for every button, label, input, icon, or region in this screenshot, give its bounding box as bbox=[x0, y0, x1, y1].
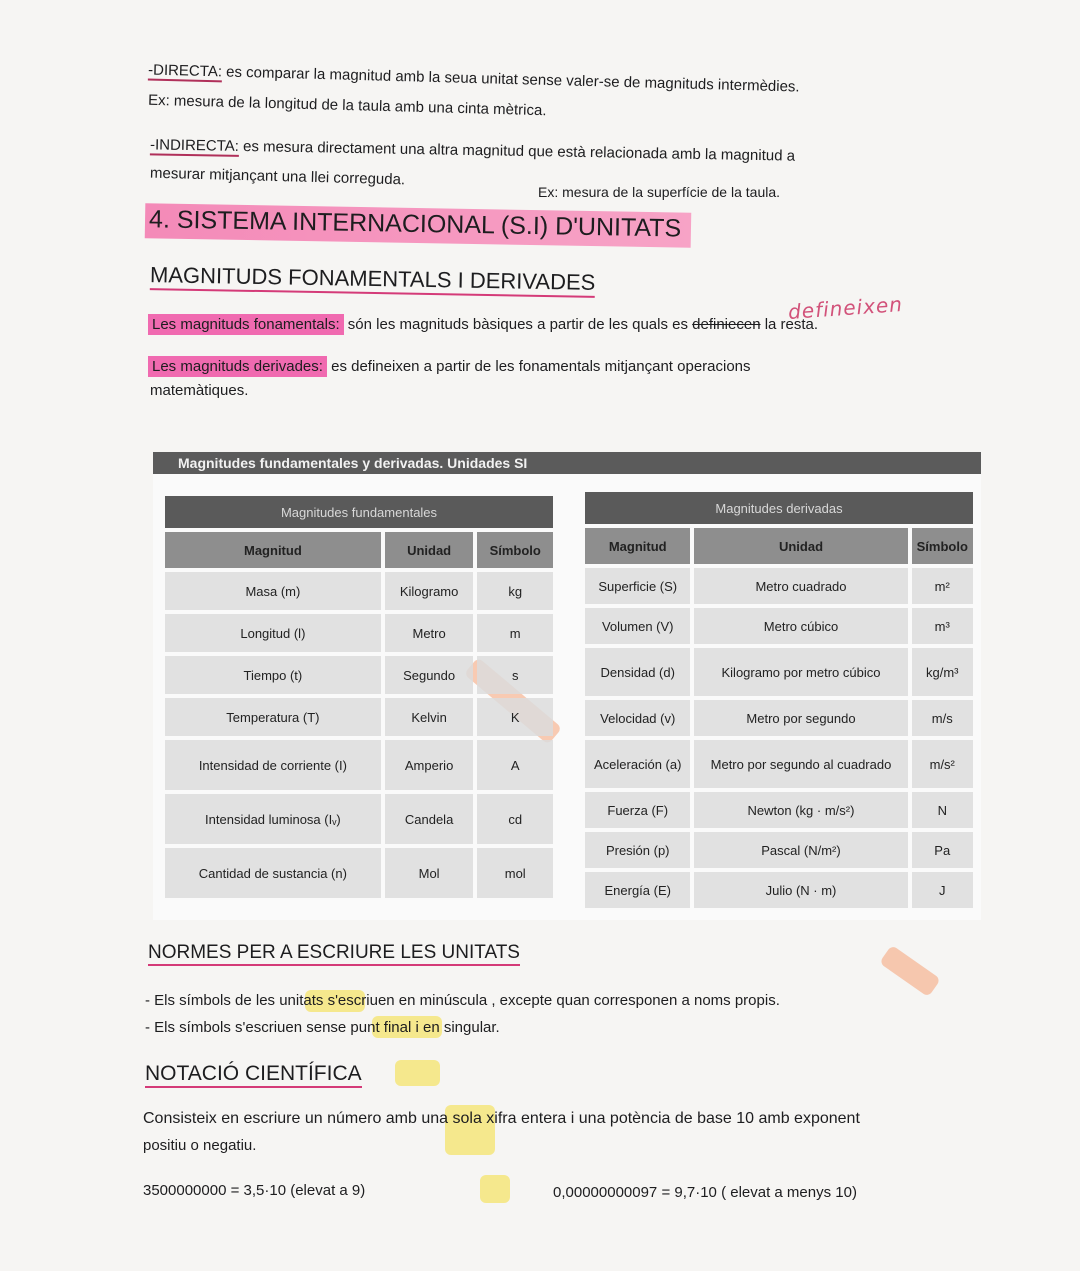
cell-unidad: Segundo bbox=[385, 656, 474, 694]
fonamentals-label: Les magnituds fonamentals: bbox=[148, 314, 344, 335]
cell-simbolo: Pa bbox=[912, 832, 973, 868]
section-4-heading: 4. SISTEMA INTERNACIONAL (S.I) D'UNITATS bbox=[145, 203, 692, 248]
derivades-text2: matemàtiques. bbox=[150, 382, 249, 399]
cell-unidad: Julio (N · m) bbox=[694, 872, 907, 908]
struck-word: definiecen bbox=[692, 316, 761, 333]
example-1: 3500000000 = 3,5·10 (elevat a 9) bbox=[143, 1182, 366, 1199]
table-row bbox=[585, 648, 973, 696]
col-magnitud: Magnitud bbox=[585, 528, 690, 564]
fonamentals-end: la resta. bbox=[760, 316, 819, 333]
handwritten-correction: defineixen bbox=[787, 292, 904, 324]
normes-heading: NORMES PER A ESCRIURE LES UNITATS bbox=[148, 942, 520, 966]
cell-simbolo: kg/m³ bbox=[912, 648, 973, 696]
table-row bbox=[165, 740, 553, 790]
cell-unidad: Metro por segundo al cuadrado bbox=[694, 740, 907, 788]
cell-magnitud: Aceleración (a) bbox=[585, 740, 690, 788]
derived-heading: Magnitudes derivadas bbox=[585, 492, 973, 524]
col-magnitud: Magnitud bbox=[165, 532, 381, 568]
fonamentals-text: són les magnituds bàsiques a partir de les quals es bbox=[343, 316, 693, 333]
derived-table bbox=[581, 488, 977, 912]
directa-example: Ex: mesura de la longitud de la taula amb una cinta mètrica. bbox=[147, 91, 547, 120]
cell-magnitud: Volumen (V) bbox=[585, 608, 690, 644]
cell-unidad: Metro por segundo bbox=[694, 700, 907, 736]
cell-magnitud: Fuerza (F) bbox=[585, 792, 690, 828]
table-row bbox=[165, 794, 553, 844]
cell-simbolo: cd bbox=[477, 794, 553, 844]
cell-unidad: Mol bbox=[385, 848, 474, 898]
cell-simbolo: N bbox=[912, 792, 973, 828]
indirecta-line bbox=[150, 136, 795, 164]
cell-magnitud: Intensidad luminosa (Iᵥ) bbox=[165, 794, 381, 844]
col-unidad: Unidad bbox=[694, 528, 907, 564]
table-row bbox=[585, 568, 973, 604]
cell-magnitud: Temperatura (T) bbox=[165, 698, 381, 736]
cell-unidad: Pascal (N/m²) bbox=[694, 832, 907, 868]
highlighter-mark bbox=[480, 1175, 510, 1203]
cell-simbolo: mol bbox=[477, 848, 553, 898]
col-unidad: Unidad bbox=[385, 532, 474, 568]
derivades-text: es defineixen a partir de les fonamentals mitjançant operacions bbox=[326, 358, 751, 375]
table-row bbox=[165, 698, 553, 736]
notacio-heading: NOTACIÓ CIENTÍFICA bbox=[145, 1062, 362, 1088]
cell-magnitud: Tiempo (t) bbox=[165, 656, 381, 694]
table-row bbox=[165, 848, 553, 898]
cell-magnitud: Densidad (d) bbox=[585, 648, 690, 696]
cell-unidad: Newton (kg · m/s²) bbox=[694, 792, 907, 828]
fundamental-heading: Magnitudes fundamentales bbox=[165, 496, 553, 528]
cell-simbolo: J bbox=[912, 872, 973, 908]
table-row bbox=[585, 832, 973, 868]
directa-label: -DIRECTA: bbox=[147, 61, 223, 81]
directa-line bbox=[148, 61, 800, 95]
cell-magnitud: Velocidad (v) bbox=[585, 700, 690, 736]
normes-item: - Els símbols s'escriuen sense punt final i en singular. bbox=[145, 1019, 500, 1036]
cell-simbolo: K bbox=[477, 698, 553, 736]
cell-unidad: Candela bbox=[385, 794, 474, 844]
cell-unidad: Metro cuadrado bbox=[694, 568, 907, 604]
cell-simbolo: m/s bbox=[912, 700, 973, 736]
cell-magnitud: Superficie (S) bbox=[585, 568, 690, 604]
cell-magnitud: Presión (p) bbox=[585, 832, 690, 868]
cell-unidad: Kilogramo por metro cúbico bbox=[694, 648, 907, 696]
cell-simbolo: A bbox=[477, 740, 553, 790]
cell-unidad: Metro bbox=[385, 614, 474, 652]
indirecta-example: Ex: mesura de la superfície de la taula. bbox=[538, 184, 781, 200]
col-simbolo: Símbolo bbox=[477, 532, 553, 568]
cell-unidad: Amperio bbox=[385, 740, 474, 790]
indirecta-label: -INDIRECTA: bbox=[149, 136, 240, 155]
table-row bbox=[585, 872, 973, 908]
indirecta-text2: mesurar mitjançant una llei correguda. bbox=[149, 164, 406, 189]
fonamentals-line bbox=[148, 316, 818, 333]
table-row bbox=[585, 740, 973, 788]
example-2: 0,00000000097 = 9,7·10 ( elevat a menys 10) bbox=[553, 1184, 857, 1201]
cell-simbolo: m bbox=[477, 614, 553, 652]
table-row bbox=[165, 572, 553, 610]
table-row bbox=[585, 700, 973, 736]
cell-magnitud: Intensidad de corriente (I) bbox=[165, 740, 381, 790]
table-row bbox=[165, 656, 553, 694]
cell-magnitud: Energía (E) bbox=[585, 872, 690, 908]
si-units-table bbox=[153, 452, 981, 920]
table-row bbox=[585, 608, 973, 644]
cell-simbolo: m³ bbox=[912, 608, 973, 644]
subheading-magnituds: MAGNITUDS FONAMENTALS I DERIVADES bbox=[150, 262, 596, 298]
cell-simbolo: kg bbox=[477, 572, 553, 610]
cell-unidad: Kelvin bbox=[385, 698, 474, 736]
directa-text: es comparar la magnitud amb la seua unitat sense valer-se de magnituds intermèdies. bbox=[221, 63, 800, 96]
cell-unidad: Kilogramo bbox=[385, 572, 474, 610]
cell-magnitud: Longitud (l) bbox=[165, 614, 381, 652]
table-row bbox=[585, 792, 973, 828]
normes-item: - Els símbols de les unitats s'escriuen en minúscula , excepte quan corresponen a noms propis. bbox=[145, 992, 780, 1009]
notacio-text2: positiu o negatiu. bbox=[143, 1137, 257, 1154]
notacio-text: Consisteix en escriure un número amb una sola xifra entera i una potència de base 10 amb exponent bbox=[143, 1110, 860, 1127]
cell-simbolo: s bbox=[477, 656, 553, 694]
table-title: Magnitudes fundamentales y derivadas. Unidades SI bbox=[153, 452, 981, 474]
cell-simbolo: m² bbox=[912, 568, 973, 604]
col-simbolo: Símbolo bbox=[912, 528, 973, 564]
cell-magnitud: Cantidad de sustancia (n) bbox=[165, 848, 381, 898]
cell-unidad: Metro cúbico bbox=[694, 608, 907, 644]
indirecta-text: es mesura directament una altra magnitud que està relacionada amb la magnitud a bbox=[238, 137, 796, 165]
derivades-line bbox=[148, 358, 751, 375]
table-row bbox=[165, 614, 553, 652]
highlighter-mark bbox=[395, 1060, 440, 1086]
cell-magnitud: Masa (m) bbox=[165, 572, 381, 610]
cell-simbolo: m/s² bbox=[912, 740, 973, 788]
highlighter-mark bbox=[879, 945, 941, 997]
derivades-label: Les magnituds derivades: bbox=[148, 356, 327, 377]
fundamental-table bbox=[161, 492, 557, 902]
